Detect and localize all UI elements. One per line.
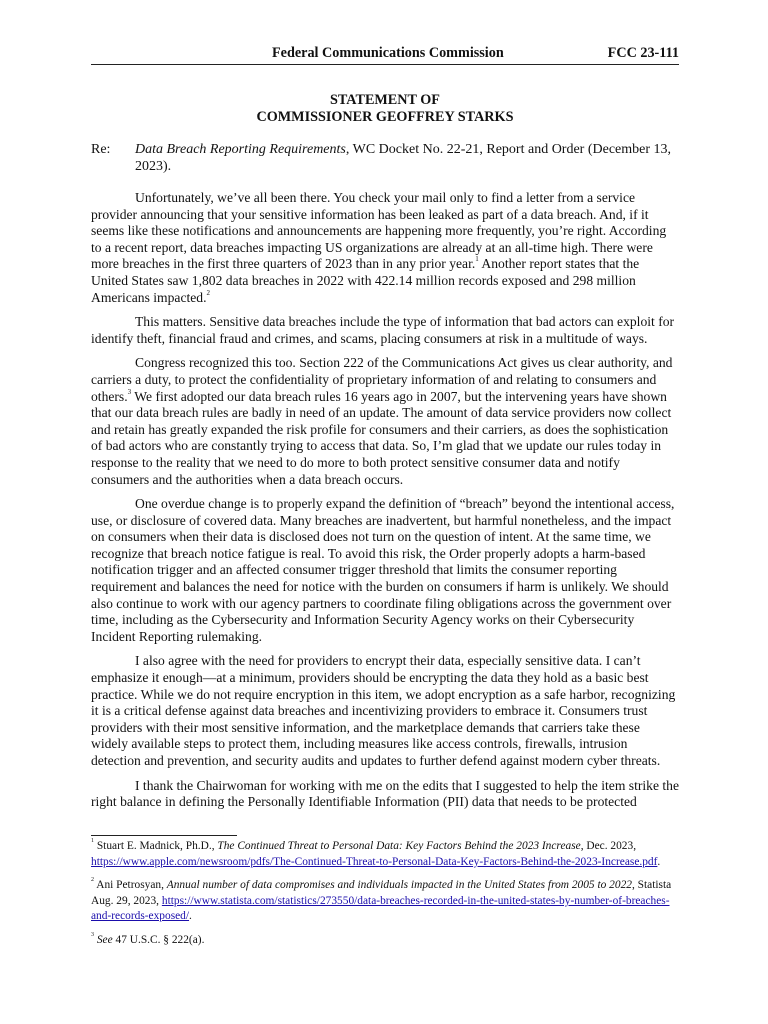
footnote-divider bbox=[91, 835, 237, 836]
footnote-1-end: . bbox=[657, 855, 661, 868]
paragraph-3-text-a: Congress recognized this too. Section 222 of the Communications Act gives us clear authority, and carriers a duty, to protect the confidentiality of proprietary information of and relating to consumers and others. bbox=[91, 355, 673, 404]
paragraph-3 bbox=[91, 355, 679, 488]
statement-title bbox=[91, 92, 679, 126]
footnote-2-author: Ani Petrosyan, bbox=[94, 879, 167, 892]
paragraph-3-text-b: We first adopted our data breach rules 16 years ago in 2007, but the intervening years have shown that our data breach rules are badly in need of an update. The amount of data service providers now collect and retain has greatly expanded the risk profile for consumers and their carriers, as does the sophistication of bad actors who are constantly trying to access that data. So, I’m glad that we update our rules today in response to the reality that we need to do more to both protect sensitive consumer data and notify consumers and the authorities when a data breach occurs. bbox=[91, 388, 672, 487]
paragraph-6: I thank the Chairwoman for working with me on the edits that I suggested to help the item strike the right balance in defining the Personally Identifiable Information (PII) data that needs to be protected bbox=[91, 777, 680, 810]
footnote-3-see: See bbox=[96, 933, 113, 946]
footnote-1-title: The Continued Threat to Personal Data: Key Factors Behind the 2023 Increase bbox=[217, 840, 581, 852]
footnote-2-link[interactable]: https://www.statista.com/statistics/273550/data-breaches-recorded-in-the-united-states-by-number-of-breaches-and-records-exposed/ bbox=[91, 894, 670, 923]
paragraph-1 bbox=[91, 190, 679, 306]
re-title: Data Breach Reporting Requirements bbox=[135, 142, 346, 157]
footnote-1 bbox=[91, 839, 679, 870]
paragraph-2: This matters. Sensitive data breaches include the type of information that bad actors can exploit for identify theft, financial fraud and crimes, and scams, placing consumers at risk in a multitude of ways. bbox=[91, 314, 675, 346]
footnote-ref-1[interactable]: 1 bbox=[475, 255, 479, 264]
header-agency: Federal Communications Commission bbox=[272, 45, 504, 61]
title-line-2: COMMISSIONER GEOFFREY STARKS bbox=[256, 109, 514, 125]
footnote-3-cite: 47 U.S.C. § 222(a). bbox=[112, 933, 205, 946]
statement-body bbox=[91, 190, 679, 819]
footnote-ref-2[interactable]: 2 bbox=[206, 288, 211, 297]
footnote-1-link[interactable]: https://www.apple.com/newsroom/pdfs/The-Continued-Threat-to-Personal-Data-Key-Factors-Behind-the-2023-Increase.pdf bbox=[91, 855, 658, 868]
footnotes bbox=[91, 839, 679, 957]
paragraph-5: I also agree with the need for providers to encrypt their data, especially sensitive data. I can’t emphasize it enough—at a minimum, providers should be encrypting the data they hold as a basic best practice. While we do not require encryption in this item, we adopt encryption as a safe harbor, recognizing it is a critical defense against data breaches and incentivizing providers to embrace it. Consumers trust providers with their most sensitive information, and the marketplace demands that carriers take these widely available steps to protect them, including measures like access controls, firewalls, intrusion detection and prevention, and security audits and updates to further defend against modern cyber threats. bbox=[91, 653, 676, 768]
footnote-2-date: , Statista Aug. 29, 2023, bbox=[91, 879, 672, 907]
header-fcc-number: FCC 23-111 bbox=[607, 45, 679, 61]
footnote-2 bbox=[91, 878, 679, 925]
page-header bbox=[91, 44, 679, 65]
re-label: Re: bbox=[91, 142, 111, 157]
paragraph-4: One overdue change is to properly expand the definition of “breach” beyond the intentional access, use, or disclosure of covered data. Many breaches are inadvertent, but harmful nonetheless, and the impact on consumers when their data is disclosed does not turn on the question of intent. At the same time, we recognize that breach notice fatigue is real. To avoid this risk, the Order properly adopts a harm-based notification trigger and an affected consumer trigger threshold that limits the consumer reporting requirement and balances the need for notice with the burden on consumers if harm is unlikely. We should also continue to work with our agency partners to coordinate filing obligations across the government over time, including as the Cybersecurity and Information Security Agency works on their Cybersecurity Incident Reporting rulemaking. bbox=[91, 496, 675, 644]
footnote-ref-3[interactable]: 3 bbox=[127, 387, 132, 396]
footnote-1-number: 1 bbox=[91, 838, 94, 844]
footnote-2-number: 2 bbox=[91, 877, 94, 884]
re-docket: , WC Docket No. 22-21, Report and Order (December 13, 2023). bbox=[135, 142, 672, 174]
footnote-2-end: . bbox=[189, 910, 192, 923]
footnote-3-number: 3 bbox=[91, 931, 94, 938]
re-text bbox=[135, 141, 679, 175]
footnote-3 bbox=[91, 933, 679, 949]
title-line-1: STATEMENT OF bbox=[330, 92, 440, 108]
footnote-2-title: Annual number of data compromises and individuals impacted in the United States from 2005 to 2022 bbox=[166, 879, 632, 892]
paragraph-1-text-b: Another report states that the United States saw 1,802 data breaches in 2022 with 422.14 million records exposed and 298 million Americans impacted. bbox=[91, 256, 640, 305]
footnote-1-date: , Dec. 2023, bbox=[580, 840, 637, 852]
footnote-1-author: Stuart E. Madnick, Ph.D., bbox=[94, 840, 218, 852]
paragraph-1-text-a: Unfortunately, we’ve all been there. You check your mail only to find a letter from a service provider announcing that your sensitive information has been leaked as part of a data breach. And, if it seems like these notifications and announcements are happening more frequently, you’re right. According to a recent report, data breaches impacting US organizations are already at an all-time high. There were more breaches in the first three quarters of 2023 than in any prior year. bbox=[91, 190, 667, 272]
